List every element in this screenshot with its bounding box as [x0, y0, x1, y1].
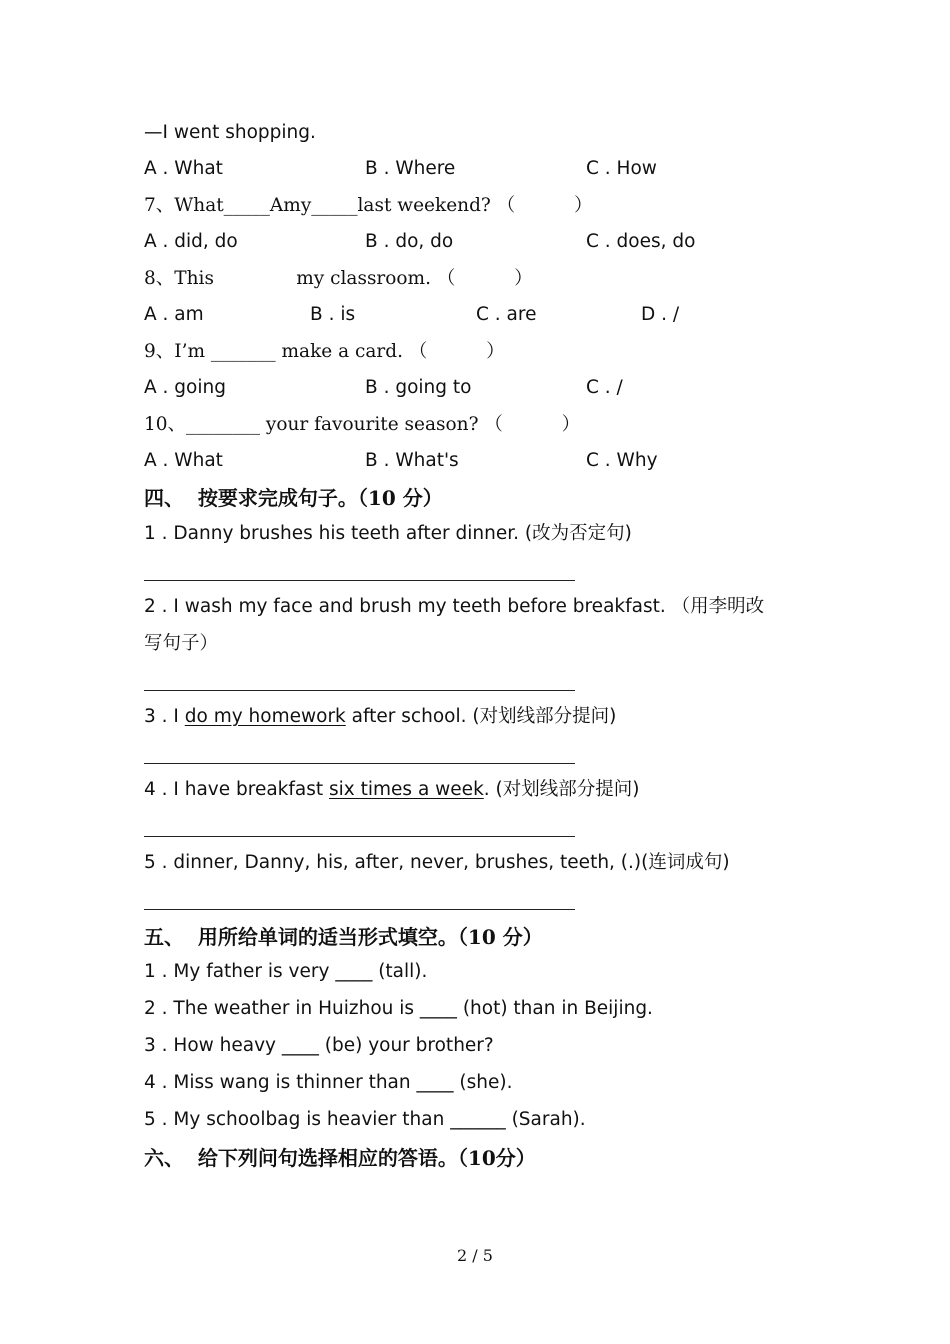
page-number: 2 / 5 [457, 1246, 493, 1265]
section4-item-5: 5 . dinner, Danny, his, after, never, brushes, teeth, (.)(连词成句) [144, 852, 730, 873]
q6-option-a: A . What [144, 158, 223, 179]
section4-item-1: 1 . Danny brushes his teeth after dinner. (改为否定句) [144, 523, 632, 544]
answer-line [144, 763, 575, 764]
q10-option-c: C . Why [586, 450, 658, 471]
q8-option-d: D . / [641, 304, 680, 325]
q7-option-a: A . did, do [144, 231, 238, 252]
section4-item-4 [144, 781, 639, 800]
q9-option-c: C . / [586, 377, 623, 398]
item4-suffix: . (对划线部分提问) [483, 779, 640, 800]
item3-prefix: 3 . I [144, 706, 185, 727]
item3-underlined-phrase: do my homework [184, 706, 346, 727]
q9-option-b: B . going to [365, 377, 472, 398]
q6-option-b: B . Where [365, 158, 456, 179]
section5-item-1: 1 . My father is very ____ (tall). [144, 961, 428, 982]
section6-heading: 六、 给下列问句选择相应的答语。（10分） [144, 1146, 536, 1170]
section5-item-5: 5 . My schoolbag is heavier than ______ (Sarah). [144, 1109, 586, 1130]
q6-answer-text: —I went shopping. [144, 122, 316, 143]
section5-item-4: 4 . Miss wang is thinner than ____ (she). [144, 1072, 513, 1093]
q9-stem: 9、I’m _______ make a card. （ ） [144, 341, 505, 362]
q10-option-a: A . What [144, 450, 223, 471]
q8-option-a: A . am [144, 304, 204, 325]
section4-item-2: 2 . I wash my face and brush my teeth before breakfast. （用李明改 [144, 596, 765, 617]
answer-line [144, 580, 575, 581]
section5-item-3: 3 . How heavy ____ (be) your brother? [144, 1035, 494, 1056]
answer-line [144, 690, 575, 691]
section4-item-3 [144, 708, 616, 727]
q10-stem: 10、________ your favourite season? （ ） [144, 414, 581, 435]
q7-option-c: C . does, do [586, 231, 696, 252]
section5-heading: 五、 用所给单词的适当形式填空。（10 分） [144, 925, 543, 949]
q8-stem: 8、This my classroom. （ ） [144, 268, 533, 289]
q9-option-a: A . going [144, 377, 226, 398]
item4-prefix: 4 . I have breakfast [144, 779, 330, 800]
q8-option-c: C . are [476, 304, 537, 325]
section4-item-2-continued: 写句子） [144, 633, 219, 654]
q7-stem: 7、What_____Amy_____last weekend? （ ） [144, 195, 593, 216]
answer-line [144, 909, 575, 910]
q10-option-b: B . What's [365, 450, 459, 471]
item3-suffix: after school. (对划线部分提问) [345, 706, 617, 727]
q8-option-b: B . is [310, 304, 356, 325]
q6-option-c: C . How [586, 158, 657, 179]
section4-heading: 四、 按要求完成句子。（10 分） [144, 486, 443, 510]
item4-underlined-phrase: six times a week [329, 779, 484, 800]
q7-option-b: B . do, do [365, 231, 454, 252]
section5-item-2: 2 . The weather in Huizhou is ____ (hot) than in Beijing. [144, 998, 653, 1019]
answer-line [144, 836, 575, 837]
